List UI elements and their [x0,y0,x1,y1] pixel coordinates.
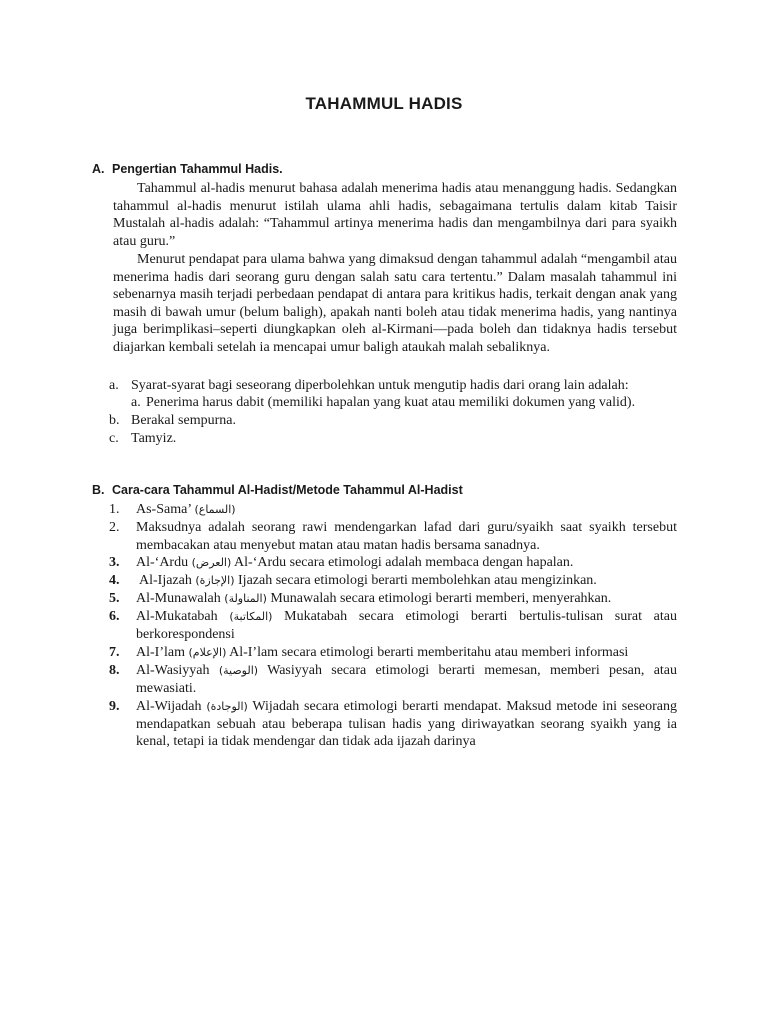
document-page: TAHAMMUL HADIS A. Pengertian Tahammul Hadis. Tahammul al-hadis menurut bahasa adalah menerima hadis atau menanggung hadis. Sedangkan tahammul al-hadis menurut istilah ulama ahli hadis, sebagaimana tertulis dalam kitab Taisir Mustalah al-hadis adalah: “Tahammul artinya menerima hadis dan mengambilnya dari para syaikh atau guru.” Menurut pendapat para ulama bahwa yang dimaksud dengan tahammul adalah “mengambil atau menerima hadis dari seorang guru dengan salah satu cara tertentu.” Dalam masalah tahammul ini sebenarnya masih terjadi perbedaan pendapat di antara para kritikus hadis, terkait dengan anak yang masih di bawah umur (belum baligh), apakah nanti boleh atau tidak menerima hadis, yang nantinya juga berimplikasi–seperti diungkapkan oleh al-Kirmani—pada boleh dan tidaknya hadis tersebut diajarkan kembali setelah ia mencapai umur baligh ataukah malah sebaliknya. a. Syarat-syarat bagi seseorang diperbolehkan untuk mengutip hadis dari orang lain adalah: a. Penerima harus dabit (memiliki hapalan yang kuat atau memiliki dokumen yang valid). b. Berakal sempurna. c. Tamyiz. B. Cara-cara Tahammul Al-Hadist/Metode Tahammul Al-Hadist 1. As-Sama’ (السماع) 2. Maksudnya adalah seorang rawi mendengarkan lafad dari guru/syaikh saat syaikh tersebut membacakan atau menyebut matan atau matan hadis bersama sanadnya. 3. Al-‘Ardu (العرض) Al-‘Ardu secara etimologi adalah membaca dengan hapalan. 4. Al-Ijazah (الإجازة) Ijazah secara etimologi berarti membolehkan atau mengizinkan. 5. Al-Munawalah (المناولة) Munawalah secara etimologi berarti memberi, menyerahkan. 6. Al-Mukatabah (المكاتبة) Mukatabah secara etimologi berarti bertulis-tulisan surat atau berkorespondensi 7. Al-I’lam (الإعلام) Al-I’lam secara etimologi berarti memberitahu atau memberi informasi 8. Al-Wasiyyah (الوصية) Wasiyyah secara etimologi berarti memesan, memberi pesan, atau mewasiati. 9. Al-Wijadah (الوجادة) Wijadah secara etimologi berarti mendapat. Maksud metode ini seseorang mendapatkan sebuah atau beberapa tulisan hadis yang diriwayatkan seorang syaikh yang ia kenal, tetapi ia tidak mendengar dan tidak ada ijazah darinya [0,0,768,1024]
section-b-heading [92,483,463,497]
section-a-heading [92,162,283,176]
section-a-letter: A. [92,162,105,176]
section-b-letter: B. [92,483,105,497]
section-a-title: Pengertian Tahammul Hadis. [112,162,283,176]
section-a-paragraph-2: Menurut pendapat para ulama bahwa yang dimaksud dengan tahammul adalah “mengambil atau menerima hadis dari seorang guru dengan salah satu cara tertentu.” Dalam masalah tahammul ini sebenarnya masih terjadi perbedaan pendapat di antara para kritikus hadis, terkait dengan anak yang masih di bawah umur (belum baligh), apakah nanti boleh atau tidak menerima hadis, yang nantinya juga berimplikasi–seperti diungkapkan oleh al-Kirmani—pada boleh dan tidaknya hadis tersebut diajarkan kembali setelah ia mencapai umur baligh ataukah malah sebaliknya. [113,252,677,355]
section-a-paragraph-1: Tahammul al-hadis menurut bahasa adalah menerima hadis atau menanggung hadis. Sedangkan tahammul al-hadis menurut istilah ulama ahli hadis, sebagaimana tertulis dalam kitab Taisir Mustalah al-hadis adalah: “Tahammul artinya menerima hadis dan mengambilnya dari para syaikh atau guru.” [113,181,677,249]
page-title: TAHAMMUL HADIS [305,94,463,113]
section-b-title: Cara-cara Tahammul Al-Hadist/Metode Tahammul Al-Hadist [112,483,463,497]
